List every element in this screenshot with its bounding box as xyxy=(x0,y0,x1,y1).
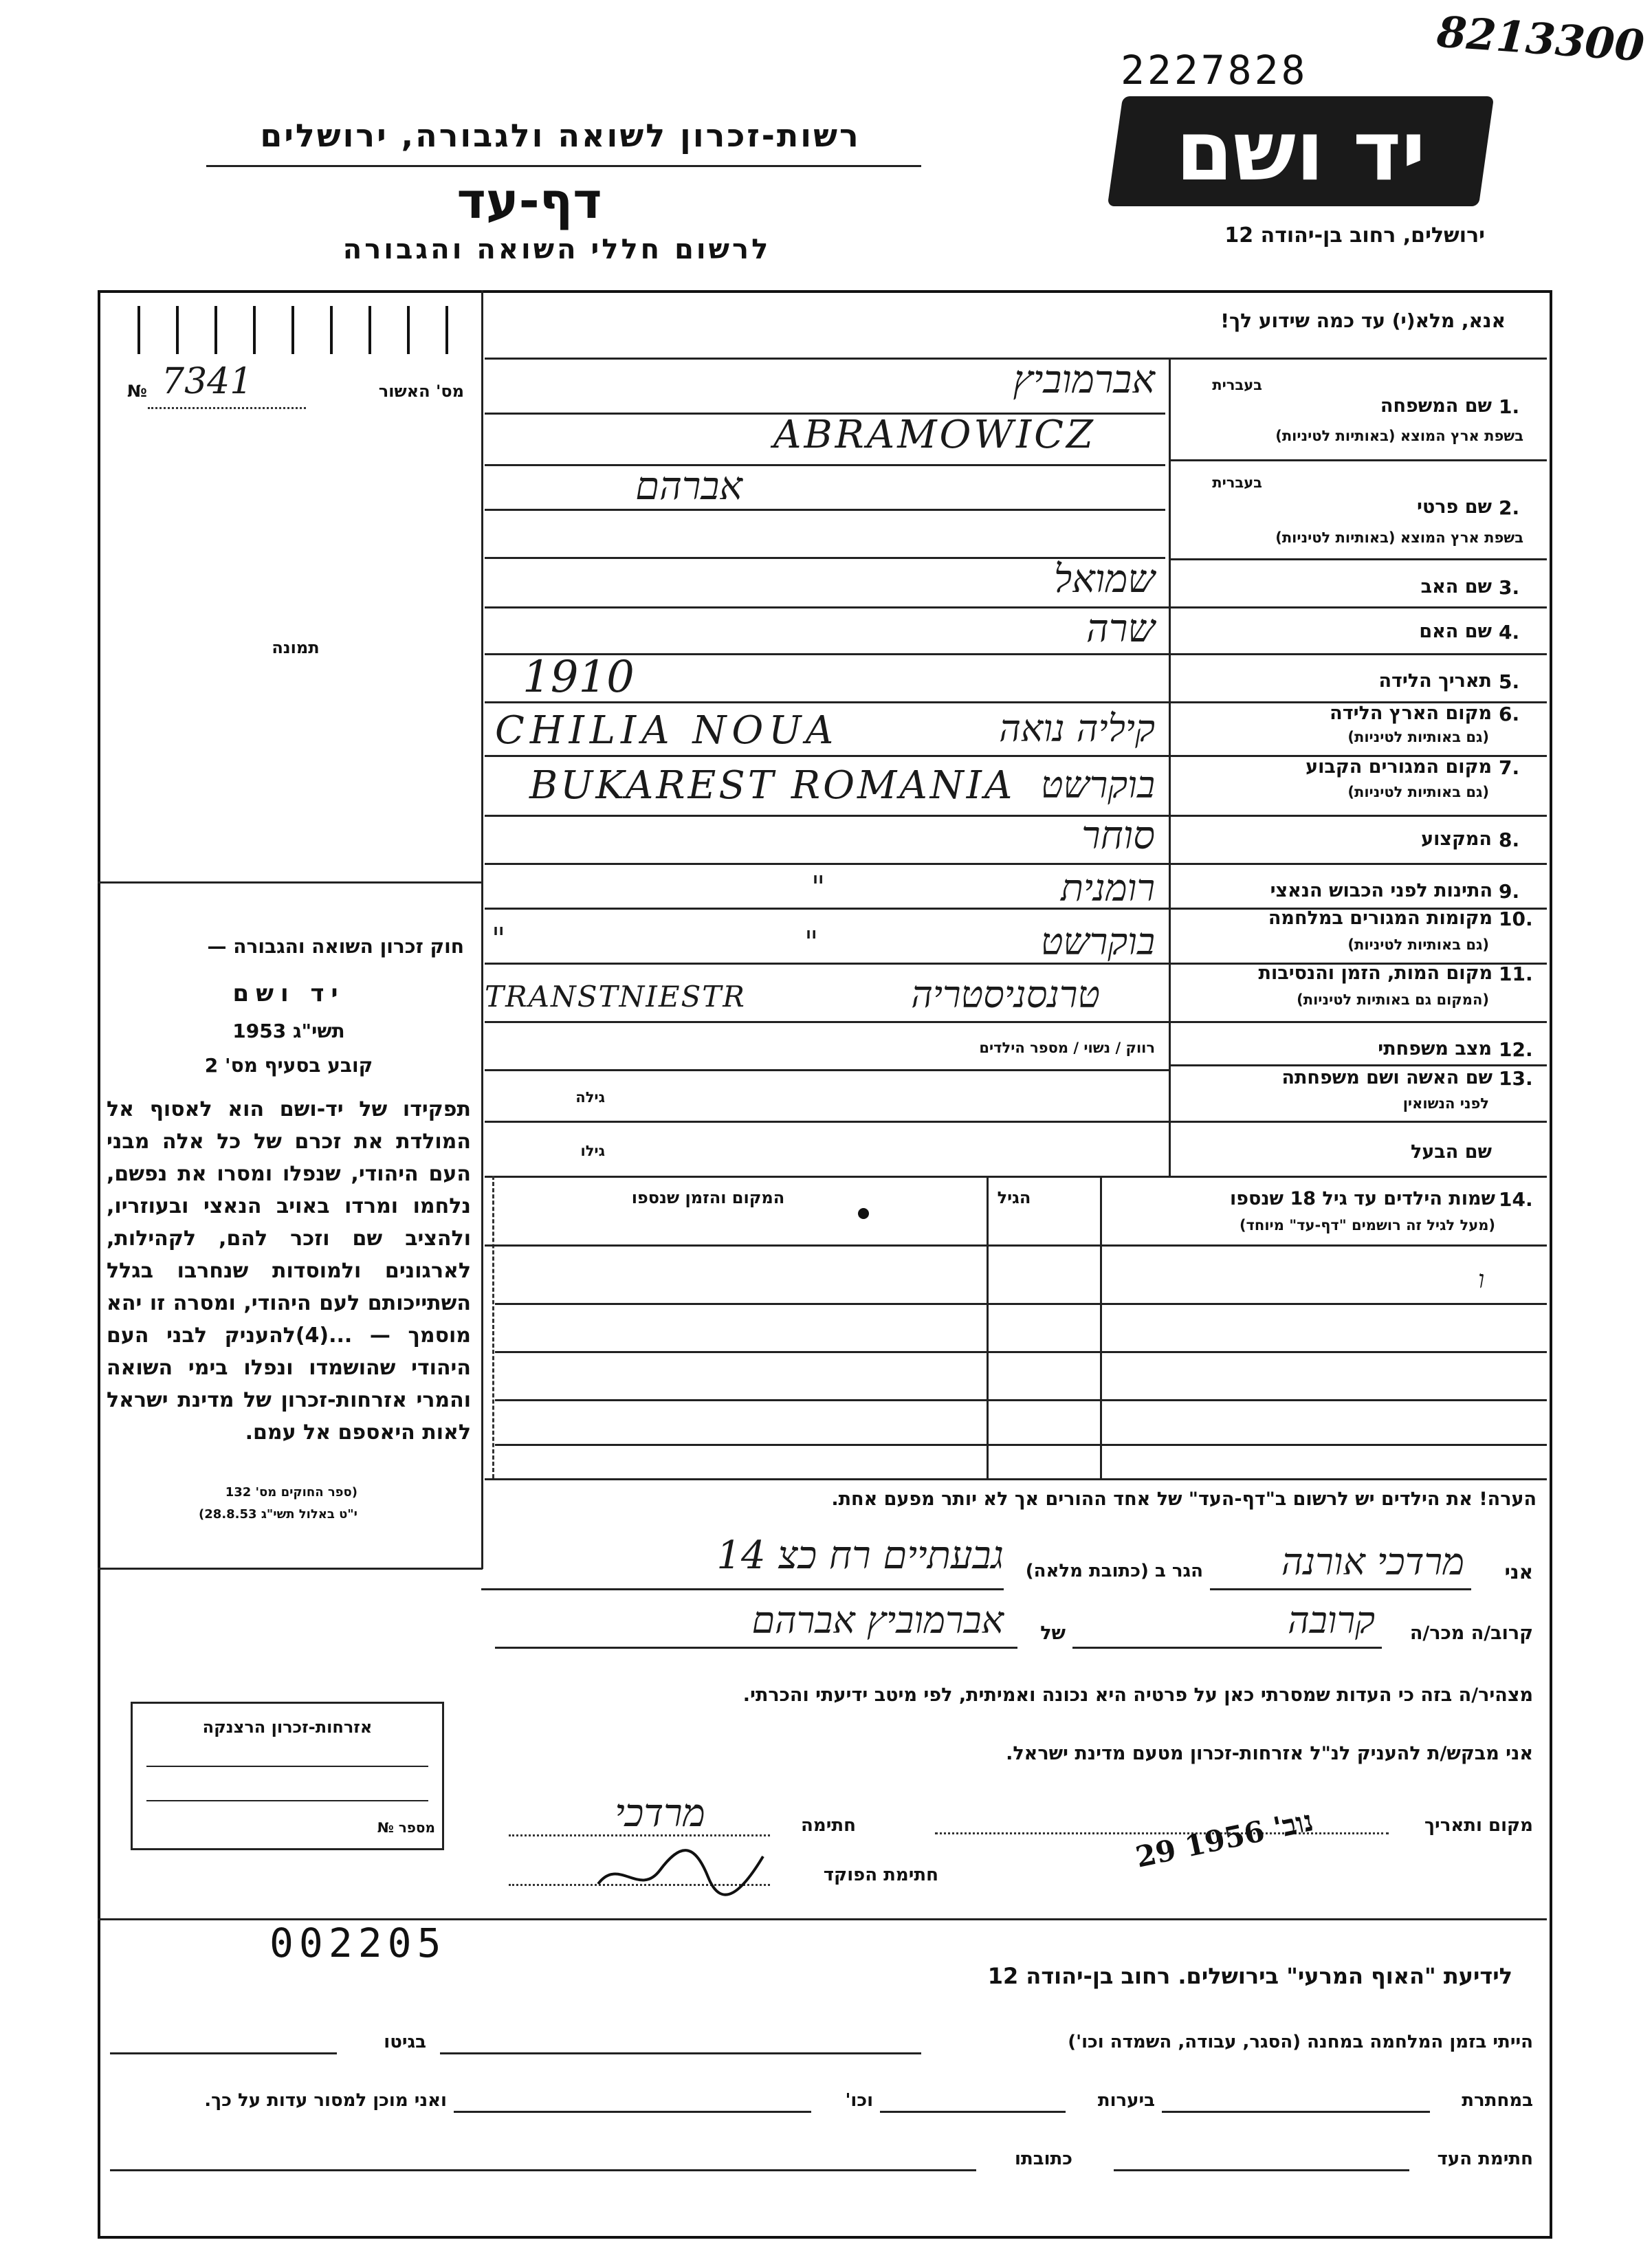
handwritten-number: 8213300 xyxy=(1435,6,1647,72)
field2-hebrew-tag: בעברית xyxy=(1212,474,1262,491)
decl-signature-value: מרדכי xyxy=(615,1791,705,1836)
children-place-col: המקום והזמן שנספו xyxy=(631,1188,785,1207)
instruction: אנא, מלא(י) עד כמה שידוע לך! xyxy=(1220,309,1506,332)
footer-row3-b: כתובתו xyxy=(1015,2149,1072,2169)
field11-num: 11. xyxy=(1499,963,1533,985)
field11-sub: (המקום גם באותיות לטיניות) xyxy=(1297,991,1489,1008)
field7-value-latin: BUKAREST ROMANIA xyxy=(529,763,1015,808)
field4-num: 4. xyxy=(1499,621,1520,644)
decl-official-label: חתימת הפוקד xyxy=(823,1865,938,1885)
field6-num: 6. xyxy=(1499,703,1520,725)
field1-label: שם המשפחה xyxy=(1380,395,1492,417)
citizenship-box-title: אזרחות-זכרון הרצנקה xyxy=(202,1718,373,1737)
children-first-row-mark: ו xyxy=(1478,1266,1485,1294)
law-title: חוק זכרון השואה והגבורה — xyxy=(207,935,464,958)
husband-label: שם הבעל xyxy=(1410,1141,1492,1163)
decl-resident-value: גבעתיים רח כצ 14 xyxy=(716,1533,1004,1578)
official-signature xyxy=(591,1829,770,1905)
decl-relation-label: קרוב/ה מכר/ה xyxy=(1409,1623,1533,1644)
field1-sub: בשפת ארץ המוצא (באותיות לטיניות) xyxy=(1275,428,1523,444)
decl-resident-label: הגר ב (כתובת מלאה) xyxy=(1025,1561,1203,1581)
field1-hebrew-tag: בעברית xyxy=(1212,377,1262,393)
sheet-title: דף-עד xyxy=(456,172,602,230)
field6-sub: (גם באותיות לטיניות) xyxy=(1347,729,1489,745)
field9-ditto: " xyxy=(811,870,826,905)
field1-value-latin: ABRAMOWICZ xyxy=(773,413,1096,457)
field13-num: 13. xyxy=(1499,1067,1533,1090)
field4-label: שם האם xyxy=(1419,621,1492,642)
field6-label: מקום הארץ הלידה xyxy=(1330,703,1492,724)
field9-label: התינות לפני הכבוש הנאצי xyxy=(1270,880,1493,901)
tick-strip xyxy=(137,306,454,354)
field3-value: שמואל xyxy=(1054,557,1155,602)
field2-label: שם פרטי xyxy=(1417,496,1492,518)
field13-age-label: גילה xyxy=(575,1089,605,1106)
children-divider xyxy=(492,1176,494,1478)
field12-label: מצב משפחתי xyxy=(1378,1038,1492,1060)
field5-value: 1910 xyxy=(522,652,635,703)
logo-text: יד ושם xyxy=(1176,103,1426,199)
field10-value: בוקרשט xyxy=(1040,920,1155,963)
field4-value: שרה xyxy=(1086,606,1155,651)
field8-label: המקצוע xyxy=(1421,829,1492,850)
field7-value-hebrew: בוקרשט xyxy=(1040,763,1155,807)
field8-num: 8. xyxy=(1499,829,1520,851)
field11-value-latin: TRANSTNIESTR xyxy=(485,980,746,1013)
field10-label: מקומות המגורים במלחמה xyxy=(1268,908,1493,929)
field9-num: 9. xyxy=(1499,880,1520,903)
citizenship-box xyxy=(131,1702,444,1850)
field8-value: סוחר xyxy=(1081,813,1155,858)
field5-num: 5. xyxy=(1499,670,1520,693)
field1-value-hebrew: אברמוביץ xyxy=(1013,358,1155,402)
field12-num: 12. xyxy=(1499,1038,1533,1061)
field10-ditto-1: " xyxy=(492,921,506,956)
decl-i-label: אני xyxy=(1504,1561,1533,1583)
field2-num: 2. xyxy=(1499,496,1520,519)
document-number: 2227828 xyxy=(1121,47,1308,94)
decl-i-value: מרדכי אורנה xyxy=(1281,1540,1464,1583)
decl-stamp-date: 29 נוב' 1956 xyxy=(1132,1803,1317,1874)
field13-sub: לפני הנשואין xyxy=(1402,1095,1489,1112)
field2-value-hebrew: אברהם xyxy=(635,464,742,509)
org-line: רשות-זכרון לשואה ולגבורה, ירושלים xyxy=(260,117,861,154)
law-body: תפקידו של יד-ושם הוא לאסוף אל המולדת את זכרם של כל אלה מבני העם היהודי, שנפלו ומסרו את נפשם, נלחמו ומרדו באויב הנאצי ובעוזריו, ולהציב שם וזכר להם, לקהילות, לארגונים ולמוסדות שנחרבו בגלל השתייכותם לעם היהודי, ומסרה זו יהא מוסמך — ...(4)להעניק לבני העם היהודי שהושמדו ונפלו בימי השואה והמרי אזרחות-זכרון של מדינת ישראל לאות היאספם אל עמם. xyxy=(107,1097,471,1445)
children-age-col: הגיל xyxy=(997,1188,1031,1207)
decl-of-label: של xyxy=(1040,1623,1066,1644)
footer-info: לידיעת "האוף המרעי" בירושלים. רחוב בן-יהודה 12 xyxy=(987,1963,1512,1989)
field7-label: מקום המגורים הקבוע xyxy=(1306,756,1492,778)
photo-label: תמונה xyxy=(272,638,320,657)
field14-num: 14. xyxy=(1499,1188,1533,1211)
field10-ditto-2: " xyxy=(804,925,819,960)
decl-line-1: מצהיר/ה בזה כי העדות שמסרתי כאן על פרטיה היא נכונה ואמיתית, לפי מיטב ידיעתי והכרתי. xyxy=(742,1685,1533,1706)
punch-hole xyxy=(858,1208,869,1219)
field10-sub: (גם באותיות לטיניות) xyxy=(1347,936,1489,953)
field1-num: 1. xyxy=(1499,395,1520,418)
decl-signature-label: חתימה xyxy=(801,1815,856,1836)
note: הערה! את הילדים יש לרשום ב"דף-העד" של אחד ההורים אך לא יותר מפעם אחת. xyxy=(831,1489,1537,1510)
field6-value-hebrew: קיליה נואה xyxy=(999,707,1155,750)
decl-of-value: אברמוביץ אברהם xyxy=(751,1599,1004,1642)
approval-no-symbol: № xyxy=(127,382,147,401)
yad-vashem-logo xyxy=(1108,96,1494,206)
citizenship-box-number: מספר № xyxy=(377,1819,435,1836)
field6-value-latin: CHILIA NOUA xyxy=(495,708,839,753)
law-clause: קובע בסעיף מס' 2 xyxy=(204,1054,373,1077)
field11-value-hebrew: טרנסניסטריה xyxy=(911,973,1100,1016)
field7-num: 7. xyxy=(1499,756,1520,779)
law-footnote-1: (ספר החוקים מס' 132 xyxy=(225,1485,357,1500)
law-footnote-2: י"ט באלול תשי"ג 28.8.53) xyxy=(199,1507,357,1522)
field12-hint: רווק / נשוי / מספר הילדים xyxy=(979,1040,1155,1056)
sheet-subtitle: לרשום חללי השואה והגבורה xyxy=(342,234,771,265)
children-sub: (מעל לגיל זה רושמים "דף-עד" מיוחד) xyxy=(1239,1217,1495,1233)
field13-label: שם האשה ושם משפחתה xyxy=(1281,1067,1493,1088)
field11-label: מקום המות, הזמן והנסיבות xyxy=(1258,963,1493,984)
footer-row2-d: ואני מוכן למסור עדות על כך. xyxy=(204,2090,447,2111)
field2-sub: בשפת ארץ המוצא (באותיות לטיניות) xyxy=(1275,529,1523,546)
children-label: שמות הילדים עד גיל 18 שנספו xyxy=(1229,1188,1495,1209)
law-logo: יד ושם xyxy=(232,980,345,1007)
org-address: ירושלים, רחוב בן-יהודה 12 xyxy=(1224,223,1485,248)
law-year: תשי"ג 1953 xyxy=(232,1020,345,1042)
field5-label: תאריך הלידה xyxy=(1378,670,1492,692)
field3-num: 3. xyxy=(1499,576,1520,599)
decl-place-date-label: מקום ותאריך xyxy=(1424,1815,1533,1836)
footer-row2-a: במחתרת xyxy=(1462,2090,1533,2111)
field9-value: רומנית xyxy=(1060,866,1155,910)
field3-label: שם האב xyxy=(1420,576,1492,597)
footer-serial: 002205 xyxy=(269,1920,447,1966)
decl-line-2: אני מבקש/ת להעניק לנ"ל אזרחות-זכרון מטעם מדינת ישראל. xyxy=(1006,1743,1533,1764)
footer-row3-a: חתימת העד xyxy=(1437,2149,1533,2169)
field7-sub: (גם באותיות לטיניות) xyxy=(1347,784,1489,800)
approval-value: 7341 xyxy=(162,361,253,402)
footer-row1-a: הייתי בזמן המלחמה במחנה (הסגר, עבודה, השמדה וכו') xyxy=(1068,2032,1533,2052)
decl-relation-value: קרובה xyxy=(1288,1599,1375,1642)
footer-row2-c: וכו' xyxy=(845,2090,873,2111)
footer-row1-b: בגיטו xyxy=(384,2032,426,2052)
husband-age-label: גילו xyxy=(580,1143,605,1159)
approval-label: מס' האשור xyxy=(378,382,464,401)
field10-num: 10. xyxy=(1499,908,1533,930)
footer-row2-b: ביערות xyxy=(1097,2090,1155,2111)
